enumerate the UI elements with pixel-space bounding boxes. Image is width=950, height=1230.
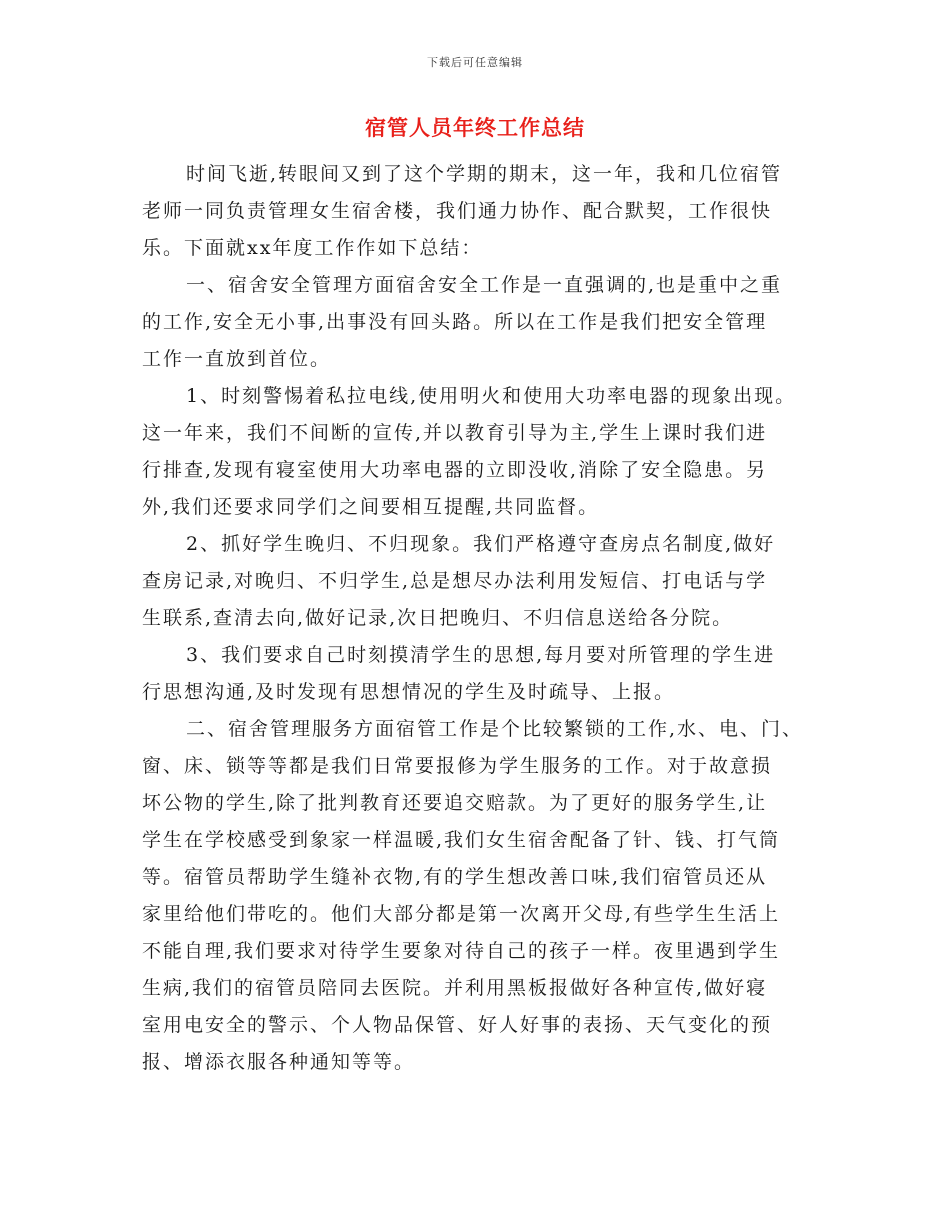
paragraph-line: 行思想沟通,及时发现有思想情况的学生及时疏导、上报。: [142, 681, 676, 703]
paragraph-line: 工作一直放到首位。: [142, 348, 332, 370]
paragraph-line: 外,我们还要求同学们之间要相互提醒,共同监督。: [142, 496, 600, 518]
paragraph-line: 二、宿舍管理服务方面宿管工作是个比较繁锁的工作,水、电、门、: [186, 718, 804, 740]
paragraph-line: 室用电安全的警示、个人物品保管、好人好事的表扬、天气变化的预: [142, 1014, 773, 1036]
paragraph-line: 生联系,查清去向,做好记录,次日把晚归、不归信息送给各分院。: [142, 607, 734, 629]
document-title: 宿管人员年终工作总结: [365, 115, 585, 140]
paragraph-line: 生病,我们的宿管员陪同去医院。并利用黑板报做好各种宣传,做好寝: [142, 977, 768, 999]
paragraph-line: 家里给他们带吃的。他们大部分都是第一次离开父母,有些学生生活上: [142, 903, 781, 925]
paragraph-line: 查房记录,对晚归、不归学生,总是想尽办法利用发短信、打电话与学: [142, 570, 768, 592]
paragraph-line: 等。宿管员帮助学生缝补衣物,有的学生想改善口味,我们宿管员还从: [142, 866, 768, 888]
paragraph-line: 老师一同负责管理女生宿舍楼，我们通力协作、配合默契，工作很快: [142, 200, 773, 222]
paragraph-line: 不能自理,我们要求对待学生要象对待自己的孩子一样。夜里遇到学生: [142, 940, 781, 962]
paragraph-line: 时间飞逝,转眼间又到了这个学期的期末，这一年，我和几位宿管: [186, 163, 783, 185]
header-note: 下载后可任意编辑: [427, 56, 523, 69]
paragraph-line: 坏公物的学生,除了批判教育还要追交赔款。为了更好的服务学生,让: [142, 792, 768, 814]
paragraph-line: 乐。下面就xx年度工作作如下总结：: [142, 237, 483, 259]
paragraph-line: 学生在学校感受到象家一样温暖,我们女生宿舍配备了针、钱、打气筒: [142, 829, 781, 851]
paragraph-line: 窗、床、锁等等都是我们日常要报修为学生服务的工作。对于故意损: [142, 755, 773, 777]
paragraph-line: 行排查,发现有寝室使用大功率电器的立即没收,消除了安全隐患。另: [142, 459, 768, 481]
document-body: [142, 156, 812, 1081]
paragraph-line: 3、我们要求自己时刻摸清学生的思想,每月要对所管理的学生进: [186, 644, 776, 666]
paragraph-line: 1、时刻警惕着私拉电线,使用明火和使用大功率电器的现象出现。: [186, 385, 797, 407]
paragraph-line: 2、抓好学生晚归、不归现象。我们严格遵守查房点名制度,做好: [186, 533, 776, 555]
paragraph-line: 一、宿舍安全管理方面宿舍安全工作是一直强调的,也是重中之重: [186, 274, 783, 296]
paragraph-line: 的工作,安全无小事,出事没有回头路。所以在工作是我们把安全管理: [142, 311, 768, 333]
paragraph-line: 这一年来，我们不间断的宣传,并以教育引导为主,学生上课时我们进: [142, 422, 768, 444]
paragraph-line: 报、增添衣服各种通知等等。: [142, 1051, 416, 1073]
